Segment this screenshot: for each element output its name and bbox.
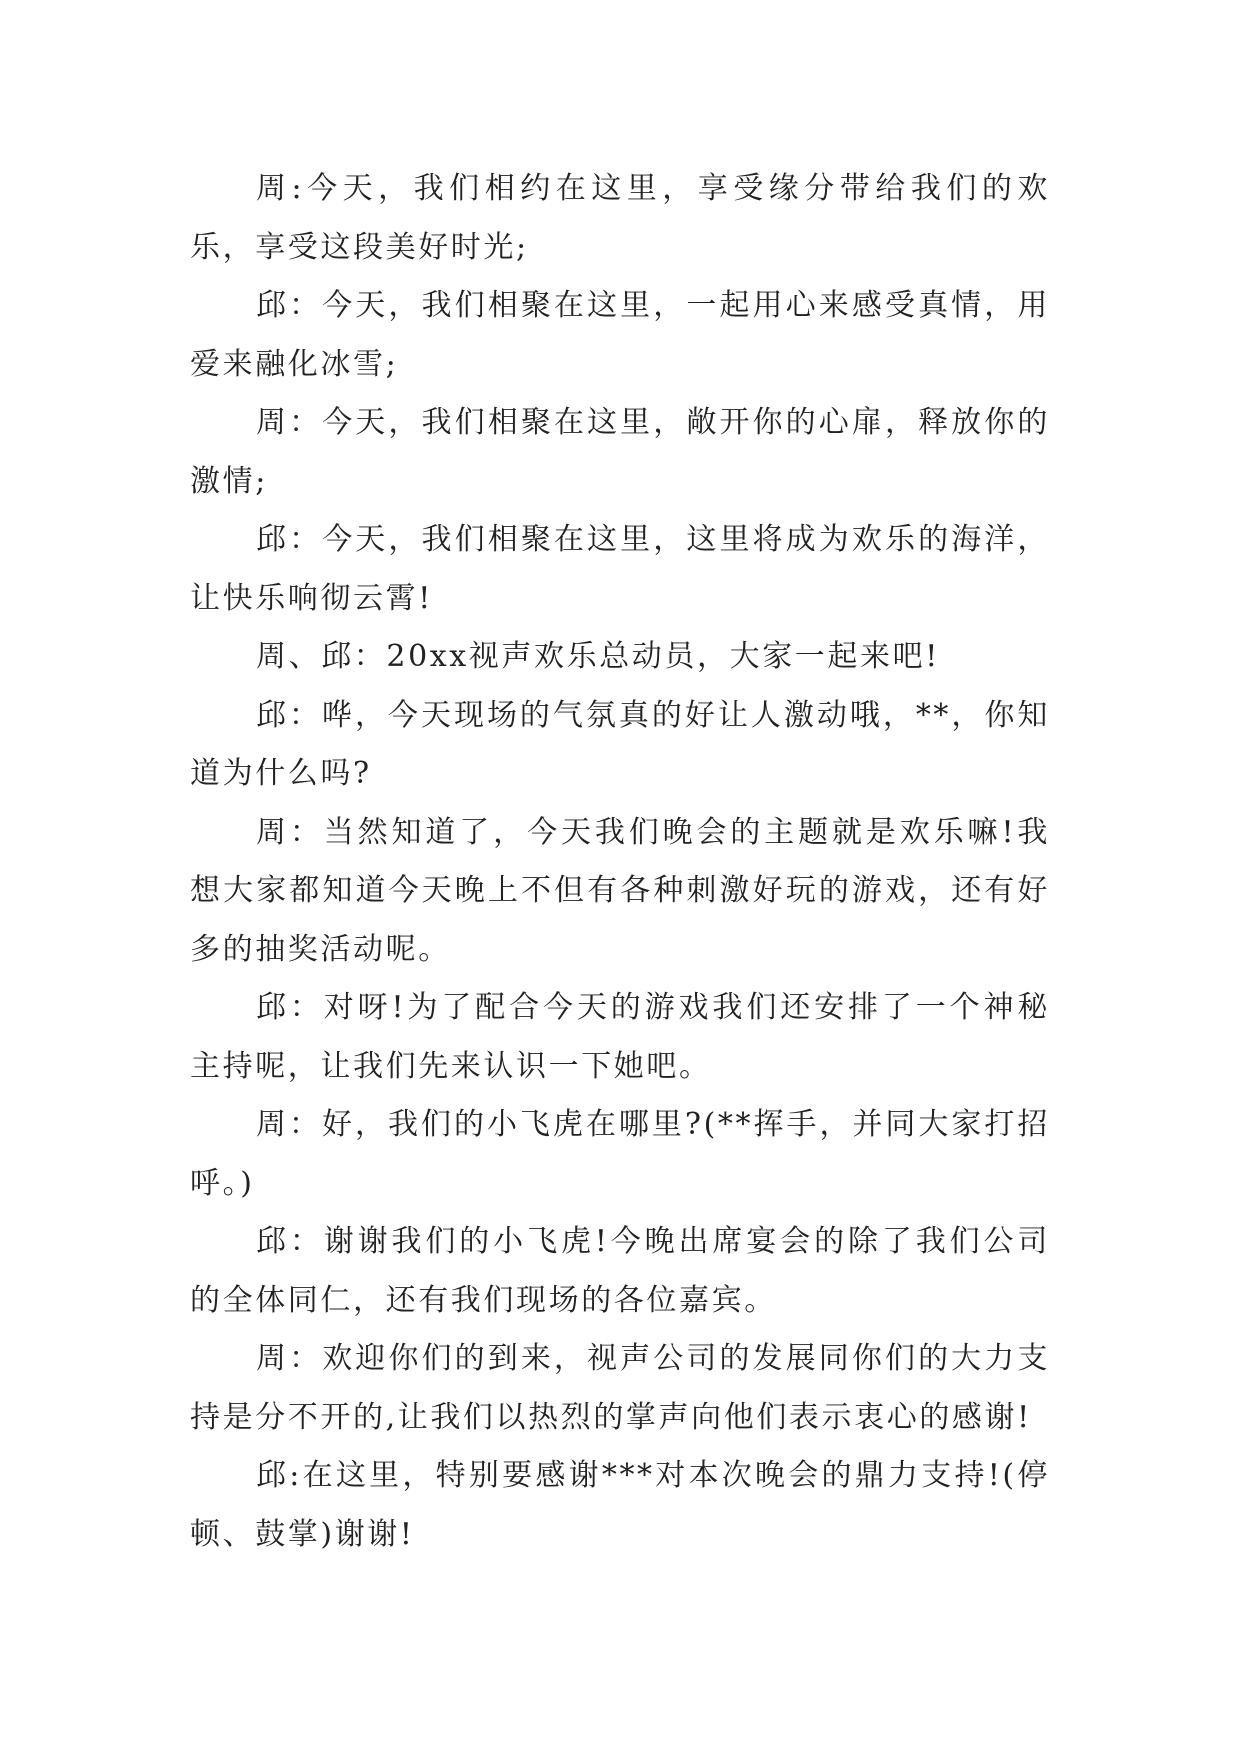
paragraph: 邱：谢谢我们的小飞虎!今晚出席宴会的除了我们公司的全体同仁，还有我们现场的各位嘉宾。 (190, 1224, 1050, 1318)
paragraph: 邱：今天，我们相聚在这里，这里将成为欢乐的海洋，让快乐响彻云霄! (190, 522, 1050, 616)
paragraph: 周：欢迎你们的到来，视声公司的发展同你们的大力支持是分不开的,让我们以热烈的掌声向他们表示衷心的感谢! (190, 1341, 1050, 1435)
paragraph: 周：好，我们的小飞虎在哪里?(**挥手，并同大家打招呼。) (190, 1107, 1050, 1201)
paragraph: 周:今天，我们相约在这里，享受缘分带给我们的欢乐，享受这段美好时光; (190, 171, 1050, 265)
paragraph: 邱：对呀!为了配合今天的游戏我们还安排了一个神秘主持呢，让我们先来认识一下她吧。 (190, 990, 1050, 1084)
document-body (190, 160, 1050, 1564)
paragraph: 周：当然知道了，今天我们晚会的主题就是欢乐嘛!我想大家都知道今天晚上不但有各种刺激好玩的游戏，还有好多的抽奖活动呢。 (190, 814, 1050, 967)
paragraph: 邱:在这里，特别要感谢***对本次晚会的鼎力支持!(停顿、鼓掌)谢谢! (190, 1458, 1050, 1552)
paragraph: 邱：哗，今天现场的气氛真的好让人激动哦，**，你知道为什么吗? (190, 697, 1050, 791)
paragraph: 周：今天，我们相聚在这里，敞开你的心扉，释放你的激情; (190, 405, 1050, 499)
paragraph: 周、邱：20xx视声欢乐总动员，大家一起来吧! (256, 639, 940, 674)
paragraph: 邱：今天，我们相聚在这里，一起用心来感受真情，用爱来融化冰雪; (190, 288, 1050, 382)
